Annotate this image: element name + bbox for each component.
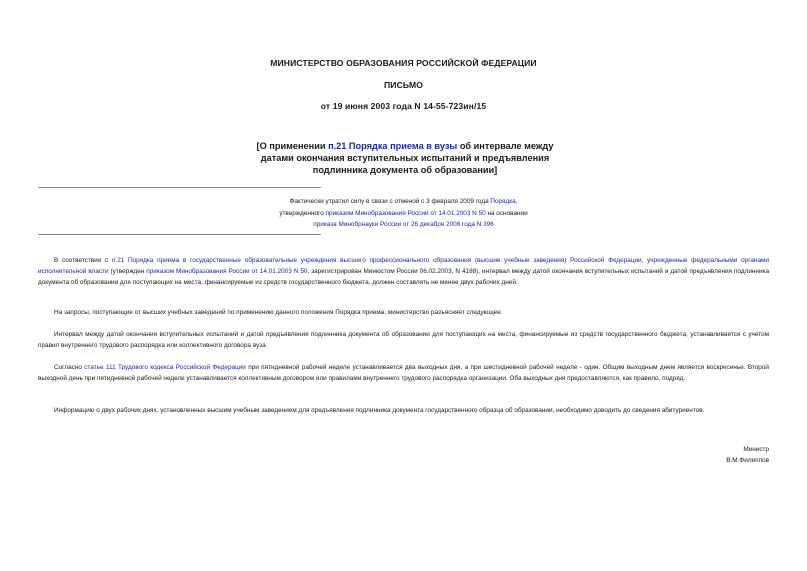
note-line-1 xyxy=(0,196,807,208)
note-comma: , xyxy=(515,198,518,205)
validity-note xyxy=(0,196,807,231)
p1-text-b: (утвержден xyxy=(108,268,147,276)
doc-date-number: от 19 июня 2003 года N 14-55-723ин/15 xyxy=(320,101,487,111)
signature-name: В.М.Филиппов xyxy=(726,457,769,464)
note-text-3: на основании xyxy=(485,209,528,217)
note-text-1: Фактически утратил силу в связи с отменой с 3 февраля 2009 года xyxy=(289,198,491,205)
p4-text-b: при пятидневной рабочей неделе устанавливается два выходных дня, а при шестидневной рабочей неделе - один. Общим выходным днем является воскресенье. Второй выходной день при пятидневной рабочей неделе устанавливается коллективным договором или правилами внутреннего трудового распорядка организации. Оба выходных дня предоставляются, как правило, подряд. xyxy=(38,364,769,383)
p1-text-c: , зарегистрирован Минюстом России 06.02.2003, N 4188), интервал между датой окончания вступительных испытаний и датой предъявления подлинника документа об образовании для поступающих на места, финансируемые из средств государственного бюджета, должен составлять не менее двух рабочих дней. xyxy=(38,268,770,287)
p1-link-p21[interactable]: п.21 Порядка приема в государственные образовательные учреждения высшего профессионального образования (высшие учебные заведения) Российской Федерации, учрежденные федеральными органами исполнительной власти xyxy=(38,257,769,276)
paragraph-1 xyxy=(38,255,769,289)
title-link-p21[interactable]: п.21 Порядка приема в вузы xyxy=(328,141,458,151)
p4-text-a: Согласно xyxy=(54,364,85,371)
document-title xyxy=(250,140,560,176)
note-link-order-396[interactable]: приказа Минобрнауки России от 26 декабря 2008 года N 396 xyxy=(313,221,494,228)
signature-block xyxy=(726,444,769,466)
note-text-2: утвержденного xyxy=(279,209,326,217)
note-link-poryadok[interactable]: Порядка xyxy=(490,198,516,205)
paragraph-4 xyxy=(38,362,769,384)
paragraph-2: На запросы, поступающие от высших учебных заведений по применению данного положения Порядка приема, министерство разъясняет следующее. xyxy=(54,309,503,316)
ministry-heading: МИНИСТЕРСТВО ОБРАЗОВАНИЯ РОССИЙСКОЙ ФЕДЕРАЦИИ xyxy=(270,58,537,68)
paragraph-3: Интервал между датой окончания вступительных испытаний и датой предъявления подлинника документа об образовании для поступающих на места, финансируемые из средств государственного бюджета, устанавливается с учетом правил внутреннего трудового распорядка или коллективного договора вуза. xyxy=(38,331,769,350)
note-link-order-50[interactable]: приказом Минобразования России от 14.01.2003 N 50 xyxy=(325,209,486,217)
note-line-3 xyxy=(0,219,807,231)
p1-link-order-50[interactable]: приказом Минобразования России от 14.01.2003 N 50 xyxy=(146,268,308,276)
divider-top xyxy=(38,187,321,188)
title-text-start: [О применении xyxy=(256,141,329,151)
p1-text-a: В соответствии с xyxy=(54,257,112,264)
divider-bottom xyxy=(38,234,321,235)
title-text-end: об интервале между датами окончания вступительных испытаний и предъявления подлинника документа об образовании] xyxy=(260,141,554,175)
note-line-2 xyxy=(0,208,807,220)
paragraph-5: Информацию о двух рабочих днях, установленных высшим учебным заведением для предъявления подлинника документа государственного образца об образовании, необходимо доводить до сведения абитуриентов. xyxy=(54,407,705,414)
doc-type-heading: ПИСЬМО xyxy=(384,80,423,90)
p4-link-labor-code[interactable]: статье 111 Трудового кодекса Российской Федерации xyxy=(84,364,246,371)
signature-role: Министр xyxy=(743,446,769,453)
